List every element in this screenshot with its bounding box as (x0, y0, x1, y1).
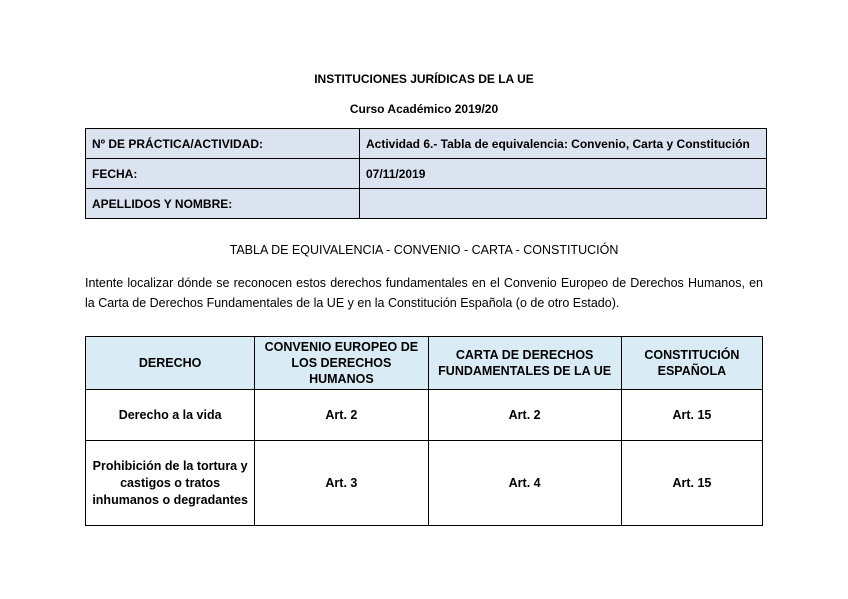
info-value (360, 189, 767, 219)
table-cell: Derecho a la vida (86, 390, 255, 441)
table-cell: Art. 4 (428, 441, 621, 526)
table-cell: Art. 15 (621, 441, 762, 526)
table-row (86, 441, 763, 526)
info-row-date (86, 159, 767, 189)
section-title: TABLA DE EQUIVALENCIA - CONVENIO - CARTA - CONSTITUCIÓN (229, 243, 619, 257)
info-label: FECHA: (86, 159, 360, 189)
info-value: Actividad 6.- Tabla de equivalencia: Convenio, Carta y Constitución (360, 129, 767, 159)
column-header: CARTA DE DERECHOS FUNDAMENTALES DE LA UE (428, 337, 621, 390)
table-row (86, 390, 763, 441)
column-header: DERECHO (86, 337, 255, 390)
info-label: Nº DE PRÁCTICA/ACTIVIDAD: (86, 129, 360, 159)
info-label: APELLIDOS Y NOMBRE: (86, 189, 360, 219)
info-row-name (86, 189, 767, 219)
table-cell: Art. 3 (255, 441, 428, 526)
intro-paragraph: Intente localizar dónde se reconocen estos derechos fundamentales en el Convenio Europeo de Derechos Humanos, en la Carta de Derechos Fundamentales de la UE y en la Constitución Española (o de otro Estado). (85, 276, 763, 310)
info-value: 07/11/2019 (360, 159, 767, 189)
table-cell: Prohibición de la tortura y castigos o tratos inhumanos o degradantes (86, 441, 255, 526)
info-row-activity (86, 129, 767, 159)
table-cell: Art. 15 (621, 390, 762, 441)
table-cell: Art. 2 (428, 390, 621, 441)
document-subtitle: Curso Académico 2019/20 (349, 102, 499, 116)
table-cell: Art. 2 (255, 390, 428, 441)
document-title: INSTITUCIONES JURÍDICAS DE LA UE (314, 72, 534, 86)
column-header: CONSTITUCIÓN ESPAÑOLA (621, 337, 762, 390)
table-header-row (86, 337, 763, 390)
equivalence-table (85, 336, 763, 526)
column-header: CONVENIO EUROPEO DE LOS DERECHOS HUMANOS (255, 337, 428, 390)
info-table (85, 128, 767, 219)
